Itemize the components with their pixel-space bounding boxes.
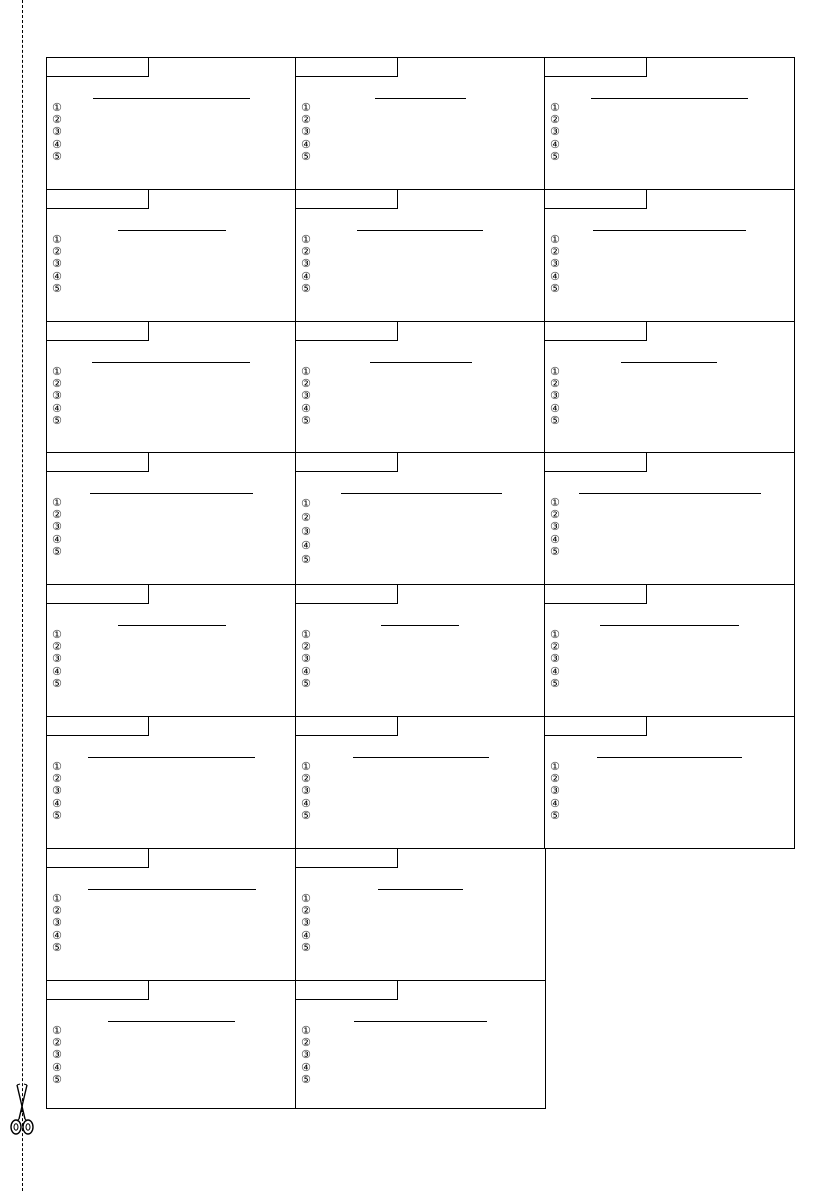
option-marker: ③ bbox=[301, 652, 311, 666]
question-number-box bbox=[545, 453, 647, 472]
question-number-box bbox=[47, 849, 149, 868]
option-marker: ③ bbox=[52, 257, 62, 271]
answer-options bbox=[301, 497, 311, 567]
option-marker: ② bbox=[52, 772, 62, 786]
answer-card bbox=[295, 189, 545, 321]
option-marker: ① bbox=[301, 101, 311, 114]
option-marker: ③ bbox=[550, 784, 560, 798]
option-marker: ① bbox=[301, 892, 311, 905]
answer-card bbox=[46, 189, 296, 321]
option-marker: ⑤ bbox=[52, 413, 62, 427]
option-marker: ② bbox=[301, 511, 311, 524]
title-underline bbox=[88, 757, 255, 758]
option-marker: ④ bbox=[301, 269, 311, 283]
option-marker: ④ bbox=[52, 1060, 62, 1074]
option-marker: ② bbox=[301, 640, 311, 654]
answer-card bbox=[46, 452, 296, 584]
answer-card bbox=[295, 584, 545, 716]
answer-card bbox=[295, 848, 546, 980]
answer-options bbox=[550, 102, 560, 163]
answer-options bbox=[301, 629, 311, 690]
title-underline bbox=[108, 1021, 235, 1022]
option-marker: ④ bbox=[52, 532, 62, 546]
option-marker: ⑤ bbox=[550, 281, 560, 295]
answer-options bbox=[52, 1025, 62, 1086]
title-underline bbox=[118, 625, 226, 626]
option-marker: ③ bbox=[301, 1048, 311, 1062]
answer-card bbox=[295, 716, 545, 848]
option-marker: ② bbox=[301, 1036, 311, 1050]
option-marker: ⑤ bbox=[301, 940, 311, 954]
option-marker: ① bbox=[550, 628, 560, 641]
option-marker: ② bbox=[52, 245, 62, 259]
question-number-box bbox=[296, 322, 398, 341]
option-marker: ② bbox=[301, 904, 311, 918]
title-underline bbox=[579, 493, 761, 494]
title-underline bbox=[93, 98, 250, 99]
option-marker: ③ bbox=[550, 520, 560, 534]
answer-card bbox=[544, 452, 795, 584]
option-marker: ③ bbox=[301, 125, 311, 139]
title-underline bbox=[88, 889, 256, 890]
option-marker: ③ bbox=[301, 257, 311, 271]
answer-options bbox=[550, 234, 560, 295]
option-marker: ⑤ bbox=[301, 553, 311, 566]
option-marker: ① bbox=[301, 233, 311, 246]
option-marker: ⑤ bbox=[301, 808, 311, 822]
answer-options bbox=[52, 102, 62, 163]
option-marker: ③ bbox=[52, 784, 62, 798]
option-marker: ⑤ bbox=[550, 676, 560, 690]
option-marker: ⑤ bbox=[52, 676, 62, 690]
option-marker: ③ bbox=[550, 125, 560, 139]
option-marker: ④ bbox=[301, 796, 311, 810]
option-marker: ⑤ bbox=[301, 413, 311, 427]
answer-options bbox=[52, 893, 62, 954]
option-marker: ① bbox=[550, 365, 560, 378]
answer-options bbox=[301, 366, 311, 427]
option-marker: ② bbox=[301, 113, 311, 127]
answer-card bbox=[544, 57, 795, 189]
option-marker: ④ bbox=[550, 137, 560, 151]
option-marker: ① bbox=[52, 760, 62, 773]
option-marker: ① bbox=[52, 496, 62, 509]
option-marker: ⑤ bbox=[550, 808, 560, 822]
question-number-box bbox=[47, 322, 149, 341]
option-marker: ① bbox=[52, 628, 62, 641]
answer-options bbox=[52, 497, 62, 558]
option-marker: ④ bbox=[301, 664, 311, 678]
option-marker: ④ bbox=[52, 928, 62, 942]
question-number-box bbox=[296, 453, 398, 472]
option-marker: ① bbox=[52, 1024, 62, 1037]
option-marker: ③ bbox=[550, 257, 560, 271]
answer-options bbox=[301, 761, 311, 822]
answer-card bbox=[295, 321, 545, 452]
answer-card bbox=[46, 321, 296, 452]
option-marker: ② bbox=[550, 245, 560, 259]
answer-card bbox=[46, 716, 296, 848]
title-underline bbox=[118, 230, 226, 231]
option-marker: ② bbox=[301, 377, 311, 391]
option-marker: ① bbox=[52, 365, 62, 378]
option-marker: ③ bbox=[301, 525, 311, 538]
option-marker: ① bbox=[301, 365, 311, 378]
option-marker: ① bbox=[301, 1024, 311, 1037]
option-marker: ① bbox=[550, 233, 560, 246]
option-marker: ① bbox=[550, 760, 560, 773]
question-number-box bbox=[545, 717, 647, 736]
answer-options bbox=[550, 366, 560, 427]
option-marker: ① bbox=[301, 497, 311, 510]
title-underline bbox=[354, 1021, 487, 1022]
option-marker: ③ bbox=[550, 652, 560, 666]
question-number-box bbox=[296, 190, 398, 209]
answer-options bbox=[301, 1025, 311, 1086]
option-marker: ④ bbox=[550, 532, 560, 546]
title-underline bbox=[600, 625, 739, 626]
option-marker: ⑤ bbox=[52, 544, 62, 558]
question-number-box bbox=[545, 585, 647, 604]
title-underline bbox=[378, 889, 463, 890]
option-marker: ③ bbox=[52, 652, 62, 666]
question-number-box bbox=[47, 981, 149, 1000]
option-marker: ② bbox=[550, 772, 560, 786]
answer-card-grid bbox=[46, 57, 795, 1108]
question-number-box bbox=[47, 190, 149, 209]
option-marker: ② bbox=[52, 377, 62, 391]
option-marker: ④ bbox=[301, 539, 311, 552]
option-marker: ② bbox=[52, 640, 62, 654]
cut-line bbox=[22, 0, 23, 1191]
option-marker: ② bbox=[550, 640, 560, 654]
answer-card bbox=[46, 848, 296, 980]
answer-card bbox=[46, 57, 296, 189]
title-underline bbox=[621, 362, 717, 363]
answer-card bbox=[544, 321, 795, 452]
option-marker: ① bbox=[301, 628, 311, 641]
option-marker: ⑤ bbox=[52, 149, 62, 163]
option-marker: ③ bbox=[301, 784, 311, 798]
answer-card bbox=[46, 584, 296, 716]
answer-options bbox=[52, 629, 62, 690]
question-number-box bbox=[296, 585, 398, 604]
option-marker: ④ bbox=[52, 401, 62, 415]
option-marker: ④ bbox=[550, 269, 560, 283]
answer-options bbox=[550, 761, 560, 822]
title-underline bbox=[591, 98, 748, 99]
option-marker: ① bbox=[52, 101, 62, 114]
option-marker: ③ bbox=[52, 389, 62, 403]
question-number-box bbox=[545, 190, 647, 209]
answer-options bbox=[52, 234, 62, 295]
option-marker: ② bbox=[550, 113, 560, 127]
answer-options bbox=[550, 629, 560, 690]
answer-card bbox=[295, 57, 545, 189]
option-marker: ① bbox=[301, 760, 311, 773]
option-marker: ④ bbox=[52, 664, 62, 678]
question-number-box bbox=[47, 717, 149, 736]
scissors-icon bbox=[8, 1083, 36, 1139]
option-marker: ⑤ bbox=[52, 808, 62, 822]
answer-options bbox=[52, 366, 62, 427]
answer-options bbox=[301, 893, 311, 954]
option-marker: ③ bbox=[52, 1048, 62, 1062]
question-number-box bbox=[296, 981, 398, 1000]
option-marker: ⑤ bbox=[301, 1072, 311, 1086]
answer-card bbox=[544, 189, 795, 321]
option-marker: ② bbox=[52, 113, 62, 127]
title-underline bbox=[593, 230, 746, 231]
option-marker: ③ bbox=[550, 389, 560, 403]
option-marker: ⑤ bbox=[550, 544, 560, 558]
option-marker: ④ bbox=[301, 1060, 311, 1074]
option-marker: ④ bbox=[550, 664, 560, 678]
option-marker: ② bbox=[52, 904, 62, 918]
option-marker: ④ bbox=[301, 928, 311, 942]
title-underline bbox=[353, 757, 489, 758]
answer-card bbox=[544, 584, 795, 716]
question-number-box bbox=[296, 717, 398, 736]
answer-options bbox=[52, 761, 62, 822]
option-marker: ③ bbox=[301, 389, 311, 403]
question-number-box bbox=[47, 585, 149, 604]
option-marker: ② bbox=[52, 508, 62, 522]
answer-card bbox=[295, 980, 546, 1109]
option-marker: ① bbox=[52, 233, 62, 246]
option-marker: ③ bbox=[52, 916, 62, 930]
option-marker: ① bbox=[550, 101, 560, 114]
answer-options bbox=[301, 234, 311, 295]
title-underline bbox=[90, 493, 253, 494]
answer-options bbox=[301, 102, 311, 163]
option-marker: ⑤ bbox=[550, 413, 560, 427]
option-marker: ⑤ bbox=[301, 676, 311, 690]
answer-options bbox=[550, 497, 560, 558]
option-marker: ② bbox=[52, 1036, 62, 1050]
option-marker: ② bbox=[301, 245, 311, 259]
answer-card bbox=[46, 980, 296, 1109]
option-marker: ④ bbox=[52, 796, 62, 810]
title-underline bbox=[597, 757, 742, 758]
option-marker: ④ bbox=[52, 269, 62, 283]
option-marker: ④ bbox=[301, 137, 311, 151]
option-marker: ⑤ bbox=[301, 149, 311, 163]
option-marker: ⑤ bbox=[301, 281, 311, 295]
question-number-box bbox=[47, 453, 149, 472]
option-marker: ① bbox=[52, 892, 62, 905]
title-underline bbox=[357, 230, 483, 231]
option-marker: ③ bbox=[52, 520, 62, 534]
option-marker: ④ bbox=[301, 401, 311, 415]
option-marker: ⑤ bbox=[52, 281, 62, 295]
title-underline bbox=[375, 98, 466, 99]
option-marker: ⑤ bbox=[52, 1072, 62, 1086]
option-marker: ① bbox=[550, 496, 560, 509]
option-marker: ② bbox=[301, 772, 311, 786]
title-underline bbox=[92, 362, 250, 363]
question-number-box bbox=[545, 322, 647, 341]
question-number-box bbox=[545, 58, 647, 77]
option-marker: ③ bbox=[52, 125, 62, 139]
option-marker: ④ bbox=[550, 401, 560, 415]
option-marker: ④ bbox=[52, 137, 62, 151]
option-marker: ⑤ bbox=[550, 149, 560, 163]
option-marker: ② bbox=[550, 508, 560, 522]
option-marker: ④ bbox=[550, 796, 560, 810]
option-marker: ③ bbox=[301, 916, 311, 930]
question-number-box bbox=[296, 58, 398, 77]
option-marker: ② bbox=[550, 377, 560, 391]
answer-card bbox=[295, 452, 545, 584]
title-underline bbox=[370, 362, 472, 363]
question-number-box bbox=[47, 58, 149, 77]
question-number-box bbox=[296, 849, 398, 868]
title-underline bbox=[341, 493, 502, 494]
answer-card bbox=[544, 716, 795, 849]
title-underline bbox=[381, 625, 459, 626]
option-marker: ⑤ bbox=[52, 940, 62, 954]
